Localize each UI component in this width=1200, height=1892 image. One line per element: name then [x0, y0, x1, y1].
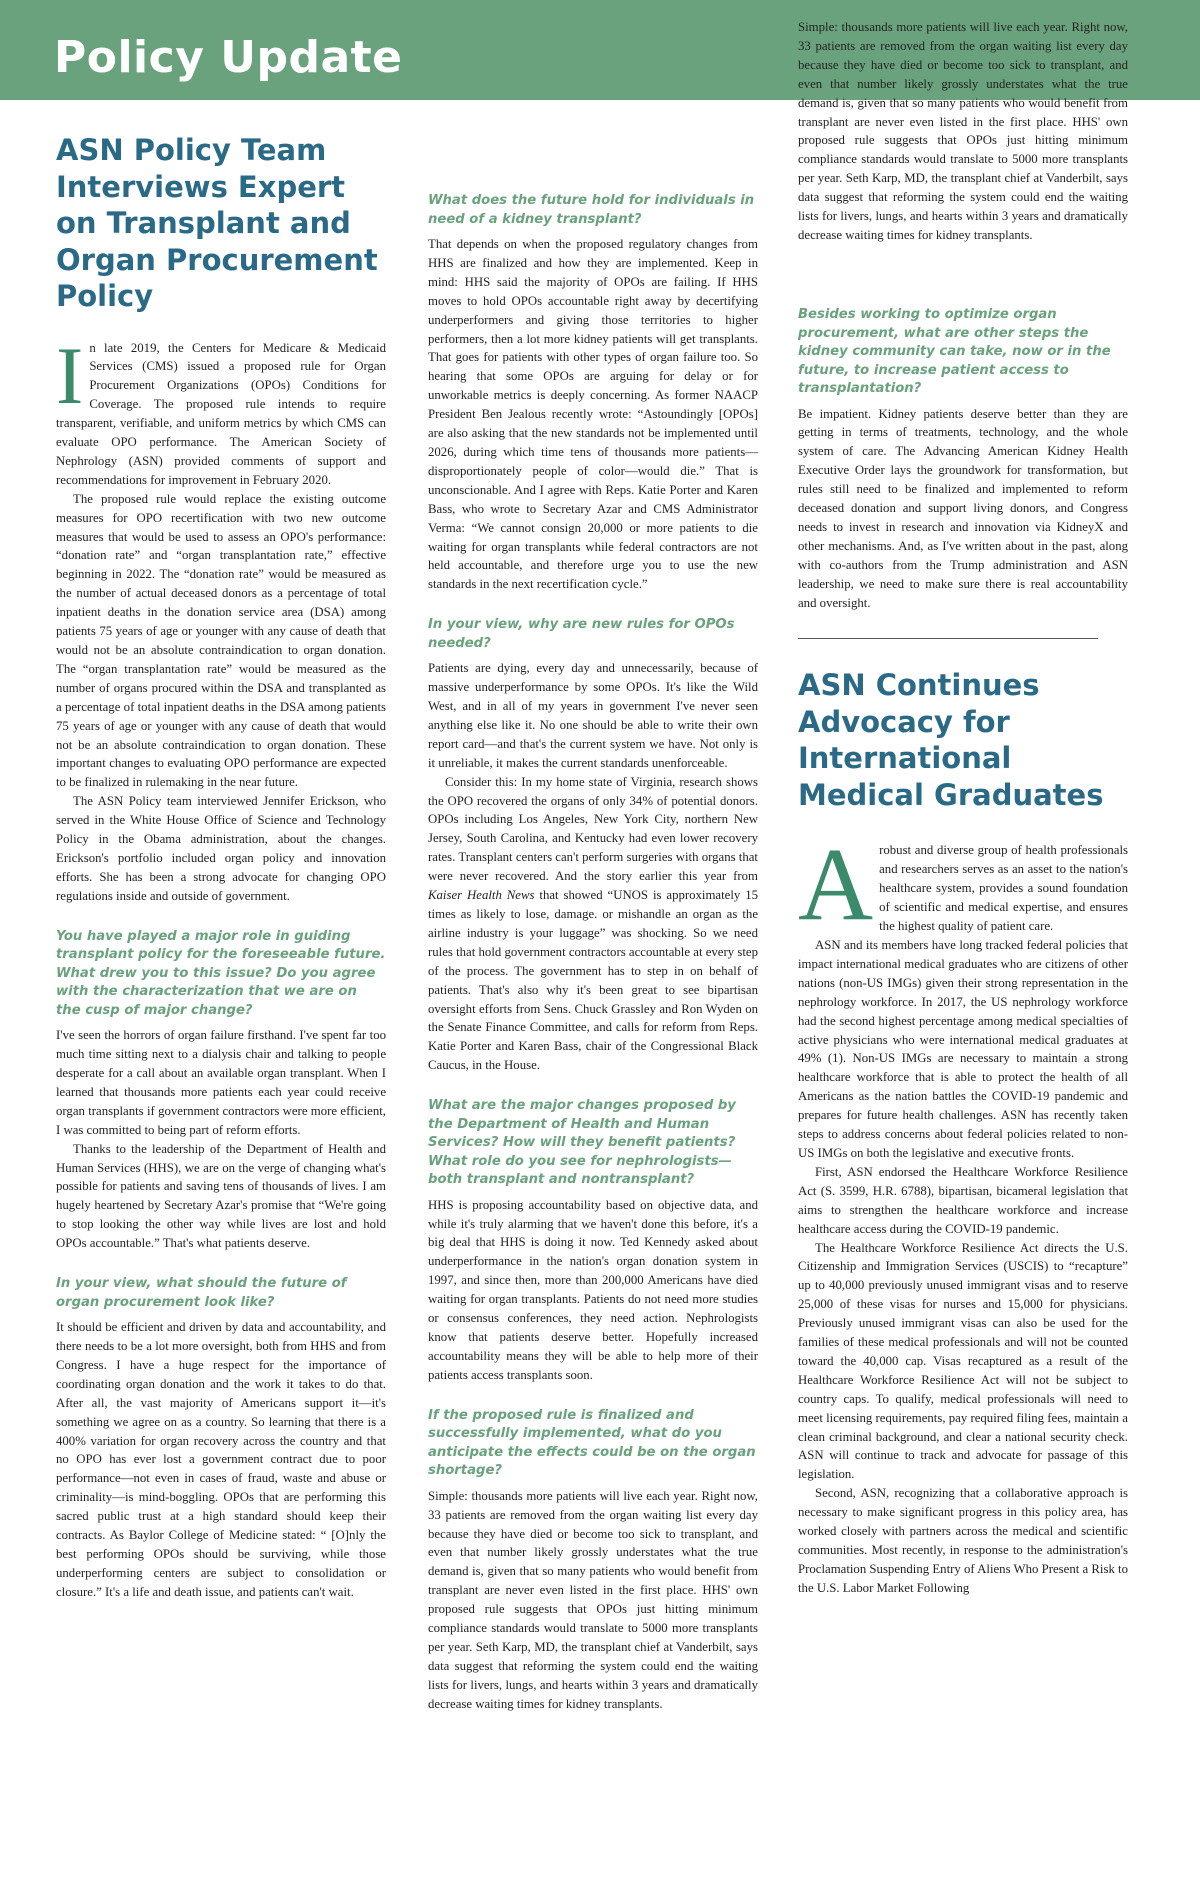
interview-answer: Thanks to the leadership of the Department of Health and Human Services (HHS), we are on the verge of changing what's possible for patients and saving tens of thousands of lives. I am hugely heartened by Secretary Azar's promise that “We're going to stop looking the other way while lives are lost and hold OPOs accountable.” That's what patients deserve. — [56, 1141, 386, 1251]
article-2-paragraph: First, ASN endorsed the Healthcare Workforce Resilience Act (S. 3599, H.R. 6788), bipartisan, bicameral legislation that aims to strengthen the healthcare workforce and increase healthcare access during the COVID-19 pandemic. — [798, 1164, 1128, 1236]
interview-answer-continued: Simple: thousands more patients will live each year. Right now, 33 patients are removed from the organ waiting list every day because they have died or become too sick to transplant, and even that number likely grossly understates what the true demand is, given that so many patients who would benefit from transplant are never even listed in the first place. HHS' own proposed rule suggests that OPOs just hitting minimum compliance standards would translate to 5000 more transplants per year. Seth Karp, MD, the transplant chief at Vanderbilt, says data suggest that reforming the system could end the waiting lists for livers, lungs, and hearts within 3 years and dramatically decrease waiting times for kidney transplants. — [798, 20, 1128, 242]
article-divider — [798, 638, 1098, 639]
publication-name: Kaiser Health News — [428, 888, 535, 903]
continued-text-window — [798, 20, 1128, 284]
interview-question: What are the major changes proposed by the Department of Health and Human Services? How will they benefit patients? What role do you see for nephrologists—both transplant and nontransplant? — [428, 1098, 736, 1188]
interview-answer: Consider this: In my home state of Virginia, research shows the OPO recovered the organs of only 34% of potential donors. OPOs including Los Angeles, New York City, northern New Jersey, South Carolina, and Kentucky had even lower recovery rates. Transplant centers can't perform surgeries with organs that were never recovered. And the story earlier this year from Kaiser Health News that showed “UNOS is approximately 15 times as likely to lose, damage. or mishandle an organ as the airline industry is your luggage” was shocking. So we need rules that hold government contractors accountable at every step of the process. The government has to step in on behalf of patients. That's also why it's been great to see bipartisan oversight efforts from Sens. Chuck Grassley and Ron Wyden on the Senate Finance Committee, and calls for reform from Reps. Katie Porter and Karen Bass, chair of the Congressional Black Caucus, in the House. — [428, 774, 759, 1073]
drop-cap: I — [56, 329, 84, 421]
interview-answer: Be impatient. Kidney patients deserve better than they are getting in terms of treatments, technology, and the whole system of care. The Advancing American Kidney Health Executive Order lays the groundwork for transformation, but rules still need to be finalized and implemented to reform deceased donation and support living donors, and Congress needs to invest in research and innovation via KidneyX and other mechanisms. And, as I've written about in the past, along with co-authors from the Trump administration and ASN leadership, we need to make sure there is real accountability and oversight. — [798, 406, 1128, 610]
interview-question: In your view, why are new rules for OPOs needed? — [428, 617, 735, 651]
interview-question: If the proposed rule is finalized and successfully implemented, what do you anticipate the effects could be on the organ shortage? — [428, 1407, 756, 1479]
article-2-paragraph: Second, ASN, recognizing that a collaborative approach is necessary to make significant progress in this policy area, has worked closely with partners across the medical and scientific communities. Most recently, in response to the administration's Proclamation Suspending Entry of Aliens Who Present a Risk to the U.S. Labor Market Following — [798, 1486, 1128, 1595]
interview-question: What does the future hold for individuals in need of a kidney transplant? — [428, 193, 755, 227]
article-1-intro: In late 2019, the Centers for Medicare & Medicaid Services (CMS) issued a proposed rule for Organ Procurement Organizations (OPOs) Conditions for Coverage. The proposed rule intends to require transparent, verifiable, and uniform metrics by which CMS can evaluate OPO performance. The American Society of Nephrology (ASN) provided comments of support and recommendations for improvement in February 2020. — [56, 329, 386, 487]
interview-answer: That depends on when the proposed regulatory changes from HHS are finalized and how they are implemented. Keep in mind: HHS said the majority of OPOs are failing. If HHS moves to hold OPOs accountable right away by decertifying underperformers and giving those territories to higher performers, then a lot more kidney patients will get transplants. That goes for patients with other types of organ failure too. So hearing that some OPOs are arguing for delay or for unworkable metrics is deeply concerning. As former NAACP President Ben Jealous recently wrote: “Astoundingly [OPOs] are also asking that the new standards not be implemented until 2026, during which time tens of thousands more patients—disproportionately people of color—would die.” That is unconscionable. And I agree with Reps. Katie Porter and Karen Bass, who wrote to Secretary Azar and CMS Administrator Verma: “We cannot consign 20,000 or more patients to die waiting for organ transplants while federal contractors are not held accountable, and therefore urge you to use the new standards in the next recertification cycle.” — [428, 237, 758, 592]
article-2-paragraph: ASN and its members have long tracked federal policies that impact international medical graduates who are citizens of other nations (non-US IMGs) given their strong representation in the nephrology workforce. In 2017, the US nephrology workforce had the second highest percentage among medical specialties of active physicians who were international medical graduates at 49% (1). Non-US IMGs are necessary to maintain a strong healthcare workforce that is able to protect the health of all Americans as the nation battles the COVID-19 pandemic and prepares for future health challenges. ASN has recently taken steps to address concerns about federal policies related to non-US IMGs on both the legislative and executive fronts. — [798, 938, 1128, 1160]
article-1-paragraph: The proposed rule would replace the existing outcome measures for OPO recertification with two new outcome measures that would be used to assess an OPO's performance: “donation rate” and “organ transplantation rate,” effective beginning in 2022. The “donation rate” would be measured as the number of actual deceased donors as a percentage of total inpatient deaths in the donation service area (DSA) among patients 75 years of age or younger with any cause of death that would not be an absolute contraindication to organ donation. The “organ transplantation rate” would be measured as the number of organs procured within the DSA and transplanted as a percentage of total inpatient deaths in the DSA among patients 75 years of age or younger with any cause of death that would not be an absolute contraindication to organ donation. These important changes to evaluating OPO performance are expected to be finalized in rulemaking in the near future. — [56, 491, 386, 790]
column-2 — [428, 132, 759, 1711]
interview-question: Besides working to optimize organ procurement, what are other steps the kidney community can take, now or in the future, to increase patient access to transplantation? — [798, 307, 1111, 396]
column-3 — [798, 20, 1128, 1598]
interview-question: You have played a major role in guiding transplant policy for the foreseeable future. What drew you to this issue? Do you agree with the characterization that we are on the cusp of major change? — [56, 928, 386, 1018]
column-1 — [56, 132, 386, 1892]
article-2-paragraph: The Healthcare Workforce Resilience Act directs the U.S. Citizenship and Immigration Services (USCIS) to “recapture” up to 40,000 previously unused immigrant visas and to reserve 25,000 of these visas for nurses and 15,000 for physicians. Previously unused immigrant visas can also be used for the families of these medical professionals and will not be counted toward the 40,000 cap. Visas recaptured as a result of the Healthcare Workforce Resilience Act will not be subject to country caps. To qualify, medical professionals will need to meet licensing requirements, pay required filing fees, maintain a clean criminal background, and clear a national security check. ASN will continue to track and advocate for passage of this legislation. — [798, 1240, 1128, 1482]
article-2-headline: ASN Continues Advocacy for International Medical Graduates — [798, 668, 1104, 812]
article-1-headline: ASN Policy Team Interviews Expert on Transplant and Organ Procurement Policy — [56, 133, 378, 313]
interview-question: In your view, what should the future of organ procurement look like? — [56, 1276, 347, 1310]
article-1-paragraph: The ASN Policy team interviewed Jennifer Erickson, who served in the White House Office of Science and Technology Policy in the Obama administration, about the changes. Erickson's portfolio included organ policy and innovation efforts. She has been a strong advocate for changing OPO regulations inside and outside of government. — [56, 794, 386, 903]
drop-cap: A — [798, 827, 874, 943]
continued-text-window — [428, 132, 758, 170]
section-title: Policy Update — [54, 32, 403, 83]
interview-answer: HHS is proposing accountability based on objective data, and while it's truly alarming that we haven't done this before, it's a big deal that HHS is doing it now. Ted Kennedy asked about underperformance in the nation's organ donation system in 1997, and since then, more than 200,000 Americans have died waiting for organ transplants. Patients do not need more studies or consensus conferences, they need action. Nephrologists know that patients deserve better. Hopefully increased accountability means they will be able to help more of their patients access transplants soon. — [428, 1197, 758, 1382]
interview-answer: Patients are dying, every day and unnecessarily, because of massive underperformance by some OPOs. It's like the Wild West, and in all of my years in government I've never seen anything else like it. No one should be able to write their own report card—and that's the current system we have. Not only is it unreliable, it makes the current standards unenforceable. — [428, 661, 758, 770]
interview-answer: I've seen the horrors of organ failure firsthand. I've spent far too much time sitting next to a dialysis chair and talking to people desperate for a call about an available organ transplant. When I learned that thousands more patients each year could receive organ transplants if government contractors were more efficient, I was committed to being part of reform efforts. — [56, 1028, 386, 1137]
article-2-intro: Arobust and diverse group of health professionals and researchers serves as an asset to the nation's healthcare system, provides a sound foundation of scientific and medical expertise, and ensures the highest quality of patient care. — [798, 827, 1128, 943]
interview-answer-continued: Simple: thousands more patients will live each year. Right now, 33 patients are removed from the organ waiting list every day because they have died or become too sick to transplant, and even that number likely grossly understates what the true demand is, given that so many patients who would benefit from transplant are never even listed in the first place. HHS' own proposed rule suggests that OPOs just hitting minimum compliance standards would translate to 5000 more transplants per year. Seth Karp, MD, the transplant chief at Vanderbilt, says data suggest that reforming the system could end the waiting lists for livers, lungs, and hearts within 3 years and dramatically decrease waiting times for kidney transplants. — [428, 1488, 758, 1711]
interview-answer-continued: It should be efficient and driven by data and accountability, and there needs to be a lot more oversight, both from HHS and from Congress. I have a huge respect for the importance of coordinating organ donation and the work it takes to do that. After all, the vast majority of Americans support it—it's something we agree on as a country. So learning that there is a 400% variation for organ recovery across the country and that no OPO has ever lost a government contract due to poor performance—not even in cases of fraud, waste and abuse or criminality—is mind-boggling. OPOs that are performing this sacred public trust at a high standard should keep their contracts. As Baylor College of Medicine stated: “ [O]nly the best performing OPOs should be surviving, while those underperforming centers are subject to consolidation or closure.” It's a life and death issue, and patients can't wait. — [56, 1320, 386, 1599]
